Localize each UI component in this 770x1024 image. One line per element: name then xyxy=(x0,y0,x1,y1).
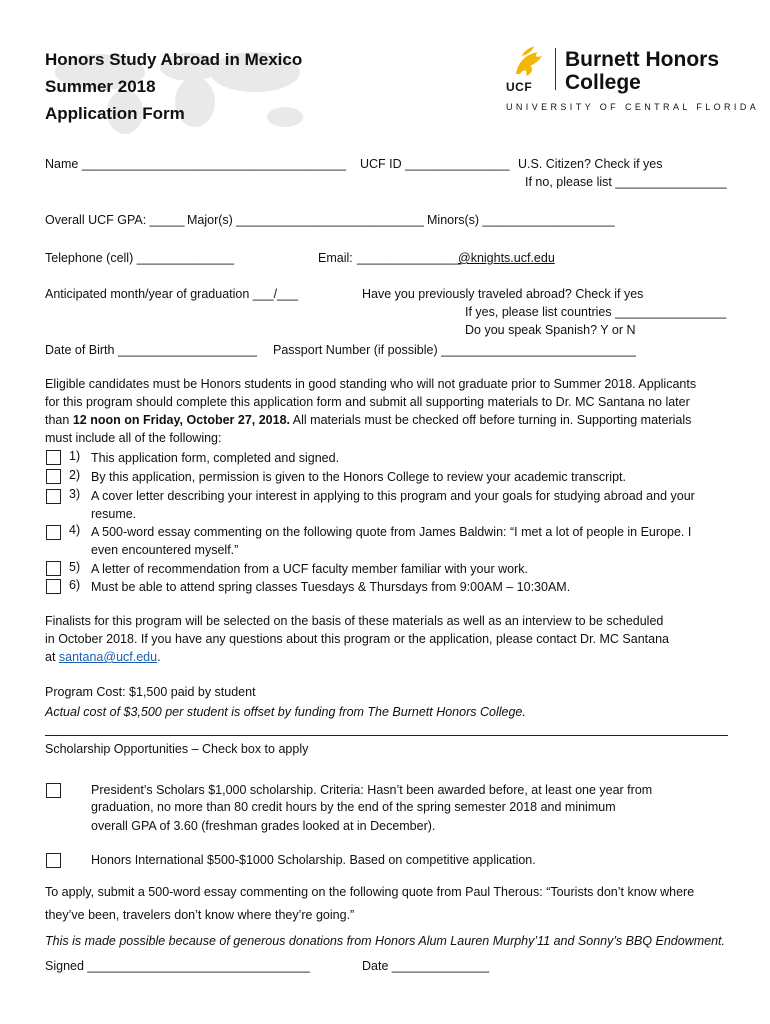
email-domain: @knights.ucf.edu xyxy=(458,251,555,265)
gpa-field[interactable]: Overall UCF GPA: _____ xyxy=(45,213,185,227)
eligibility-line: Eligible candidates must be Honors students in good standing who will not graduate prior to Summer 2018. Applicants xyxy=(45,377,697,391)
checklist-number: 6) xyxy=(69,578,81,592)
checklist-checkbox-5[interactable] xyxy=(46,561,61,576)
apply-instructions: they’ve been, travelers don’t know where they’re going.” xyxy=(45,908,355,922)
citizen-question: U.S. Citizen? Check if yes xyxy=(518,157,663,171)
checklist-item-cont: even encountered myself.” xyxy=(91,543,239,557)
program-cost: Program Cost: $1,500 paid by student xyxy=(45,685,256,699)
passport-field[interactable]: Passport Number (if possible) ____________________________ xyxy=(273,343,636,357)
checklist-number: 5) xyxy=(69,560,81,574)
name-field[interactable]: Name ______________________________________ xyxy=(45,157,346,171)
page-title: Honors Study Abroad in Mexico xyxy=(45,50,303,69)
presidents-scholarship-text: graduation, no more than 80 credit hours by the end of the spring semester 2018 and minimum xyxy=(91,800,616,814)
checklist-number: 4) xyxy=(69,523,81,537)
text-segment: than xyxy=(45,413,73,427)
presidents-scholarship-text: overall GPA of 3.60 (freshman grades looked at in December). xyxy=(91,819,436,833)
finalists-contact-line xyxy=(45,650,161,664)
signature-field[interactable]: Signed ________________________________ xyxy=(45,959,310,973)
text-segment: . xyxy=(157,650,161,664)
college-name-line2: College xyxy=(565,71,641,94)
actual-cost-note: Actual cost of $3,500 per student is offset by funding from The Burnett Honors College. xyxy=(45,705,526,719)
checklist-checkbox-3[interactable] xyxy=(46,489,61,504)
scholarship-heading: Scholarship Opportunities – Check box to apply xyxy=(45,742,309,756)
checklist-checkbox-6[interactable] xyxy=(46,579,61,594)
donation-note: This is made possible because of generous donations from Honors Alum Lauren Murphy’11 and Sonny’s BBQ Endowment. xyxy=(45,934,726,948)
presidents-scholarship-checkbox[interactable] xyxy=(46,783,61,798)
ucf-logo-text: UCF xyxy=(506,80,533,94)
email-field[interactable]: _______________ xyxy=(357,251,462,265)
checklist-checkbox-1[interactable] xyxy=(46,450,61,465)
page-subtitle: Summer 2018 xyxy=(45,77,156,96)
checklist-item: By this application, permission is given to the Honors College to review your academic transcript. xyxy=(91,470,626,484)
checklist-item: Must be able to attend spring classes Tuesdays & Thursdays from 9:00AM – 10:30AM. xyxy=(91,580,571,594)
dob-field[interactable]: Date of Birth ____________________ xyxy=(45,343,257,357)
checklist-checkbox-2[interactable] xyxy=(46,469,61,484)
checklist-item: A 500-word essay commenting on the following quote from James Baldwin: “I met a lot of people in Europe. I xyxy=(91,525,692,539)
graduation-field[interactable]: Anticipated month/year of graduation ___/___ xyxy=(45,287,298,301)
majors-field[interactable]: Major(s) ___________________________ xyxy=(187,213,425,227)
form-title: Application Form xyxy=(45,104,185,123)
checklist-number: 2) xyxy=(69,468,81,482)
traveled-question: Have you previously traveled abroad? Check if yes xyxy=(362,287,644,301)
presidents-scholarship-text: President’s Scholars $1,000 scholarship. Criteria: Hasn’t been awarded before, at least one year from xyxy=(91,783,653,797)
text-segment: All materials must be checked off before turning in. Supporting materials xyxy=(290,413,692,427)
minors-field[interactable]: Minors(s) ___________________ xyxy=(427,213,615,227)
finalists-line: Finalists for this program will be selected on the basis of these materials as well as an interview to be scheduled xyxy=(45,614,664,628)
international-scholarship-text: Honors International $500-$1000 Scholarship. Based on competitive application. xyxy=(91,853,536,867)
checklist-number: 1) xyxy=(69,449,81,463)
university-name: UNIVERSITY OF CENTRAL FLORIDA xyxy=(506,102,760,112)
logo-divider xyxy=(555,48,556,90)
countries-field[interactable]: If yes, please list countries ________________ xyxy=(465,305,727,319)
international-scholarship-checkbox[interactable] xyxy=(46,853,61,868)
college-name-line1: Burnett Honors xyxy=(565,48,719,71)
finalists-line: in October 2018. If you have any questions about this program or the application, please contact Dr. MC Santana xyxy=(45,632,669,646)
eligibility-deadline-line xyxy=(45,413,691,427)
ucf-id-field[interactable]: UCF ID _______________ xyxy=(360,157,510,171)
apply-instructions: To apply, submit a 500-word essay commenting on the following quote from Paul Therous: “Tourists don’t know where xyxy=(45,885,695,899)
contact-email-link[interactable]: santana@ucf.edu xyxy=(58,650,158,664)
checklist-item: A cover letter describing your interest in applying to this program and your goals for studying abroad and your xyxy=(91,489,695,503)
telephone-field[interactable]: Telephone (cell) ______________ xyxy=(45,251,235,265)
pegasus-logo-icon xyxy=(508,44,548,80)
checklist-item: A letter of recommendation from a UCF faculty member familiar with your work. xyxy=(91,562,528,576)
section-divider xyxy=(45,735,728,736)
eligibility-line: must include all of the following: xyxy=(45,431,222,445)
eligibility-line: for this program should complete this application form and submit all supporting materials to Dr. MC Santana no later xyxy=(45,395,690,409)
deadline-text: 12 noon on Friday, October 27, 2018. xyxy=(72,413,291,427)
email-label: Email: xyxy=(318,251,353,265)
checklist-number: 3) xyxy=(69,487,81,501)
citizenship-list-field[interactable]: If no, please list ________________ xyxy=(525,175,727,189)
checklist-item-cont: resume. xyxy=(91,507,137,521)
spanish-question[interactable]: Do you speak Spanish? Y or N xyxy=(465,323,636,337)
text-segment: at xyxy=(45,650,59,664)
checklist-checkbox-4[interactable] xyxy=(46,525,61,540)
checklist-item: This application form, completed and signed. xyxy=(91,451,340,465)
date-field[interactable]: Date ______________ xyxy=(362,959,490,973)
